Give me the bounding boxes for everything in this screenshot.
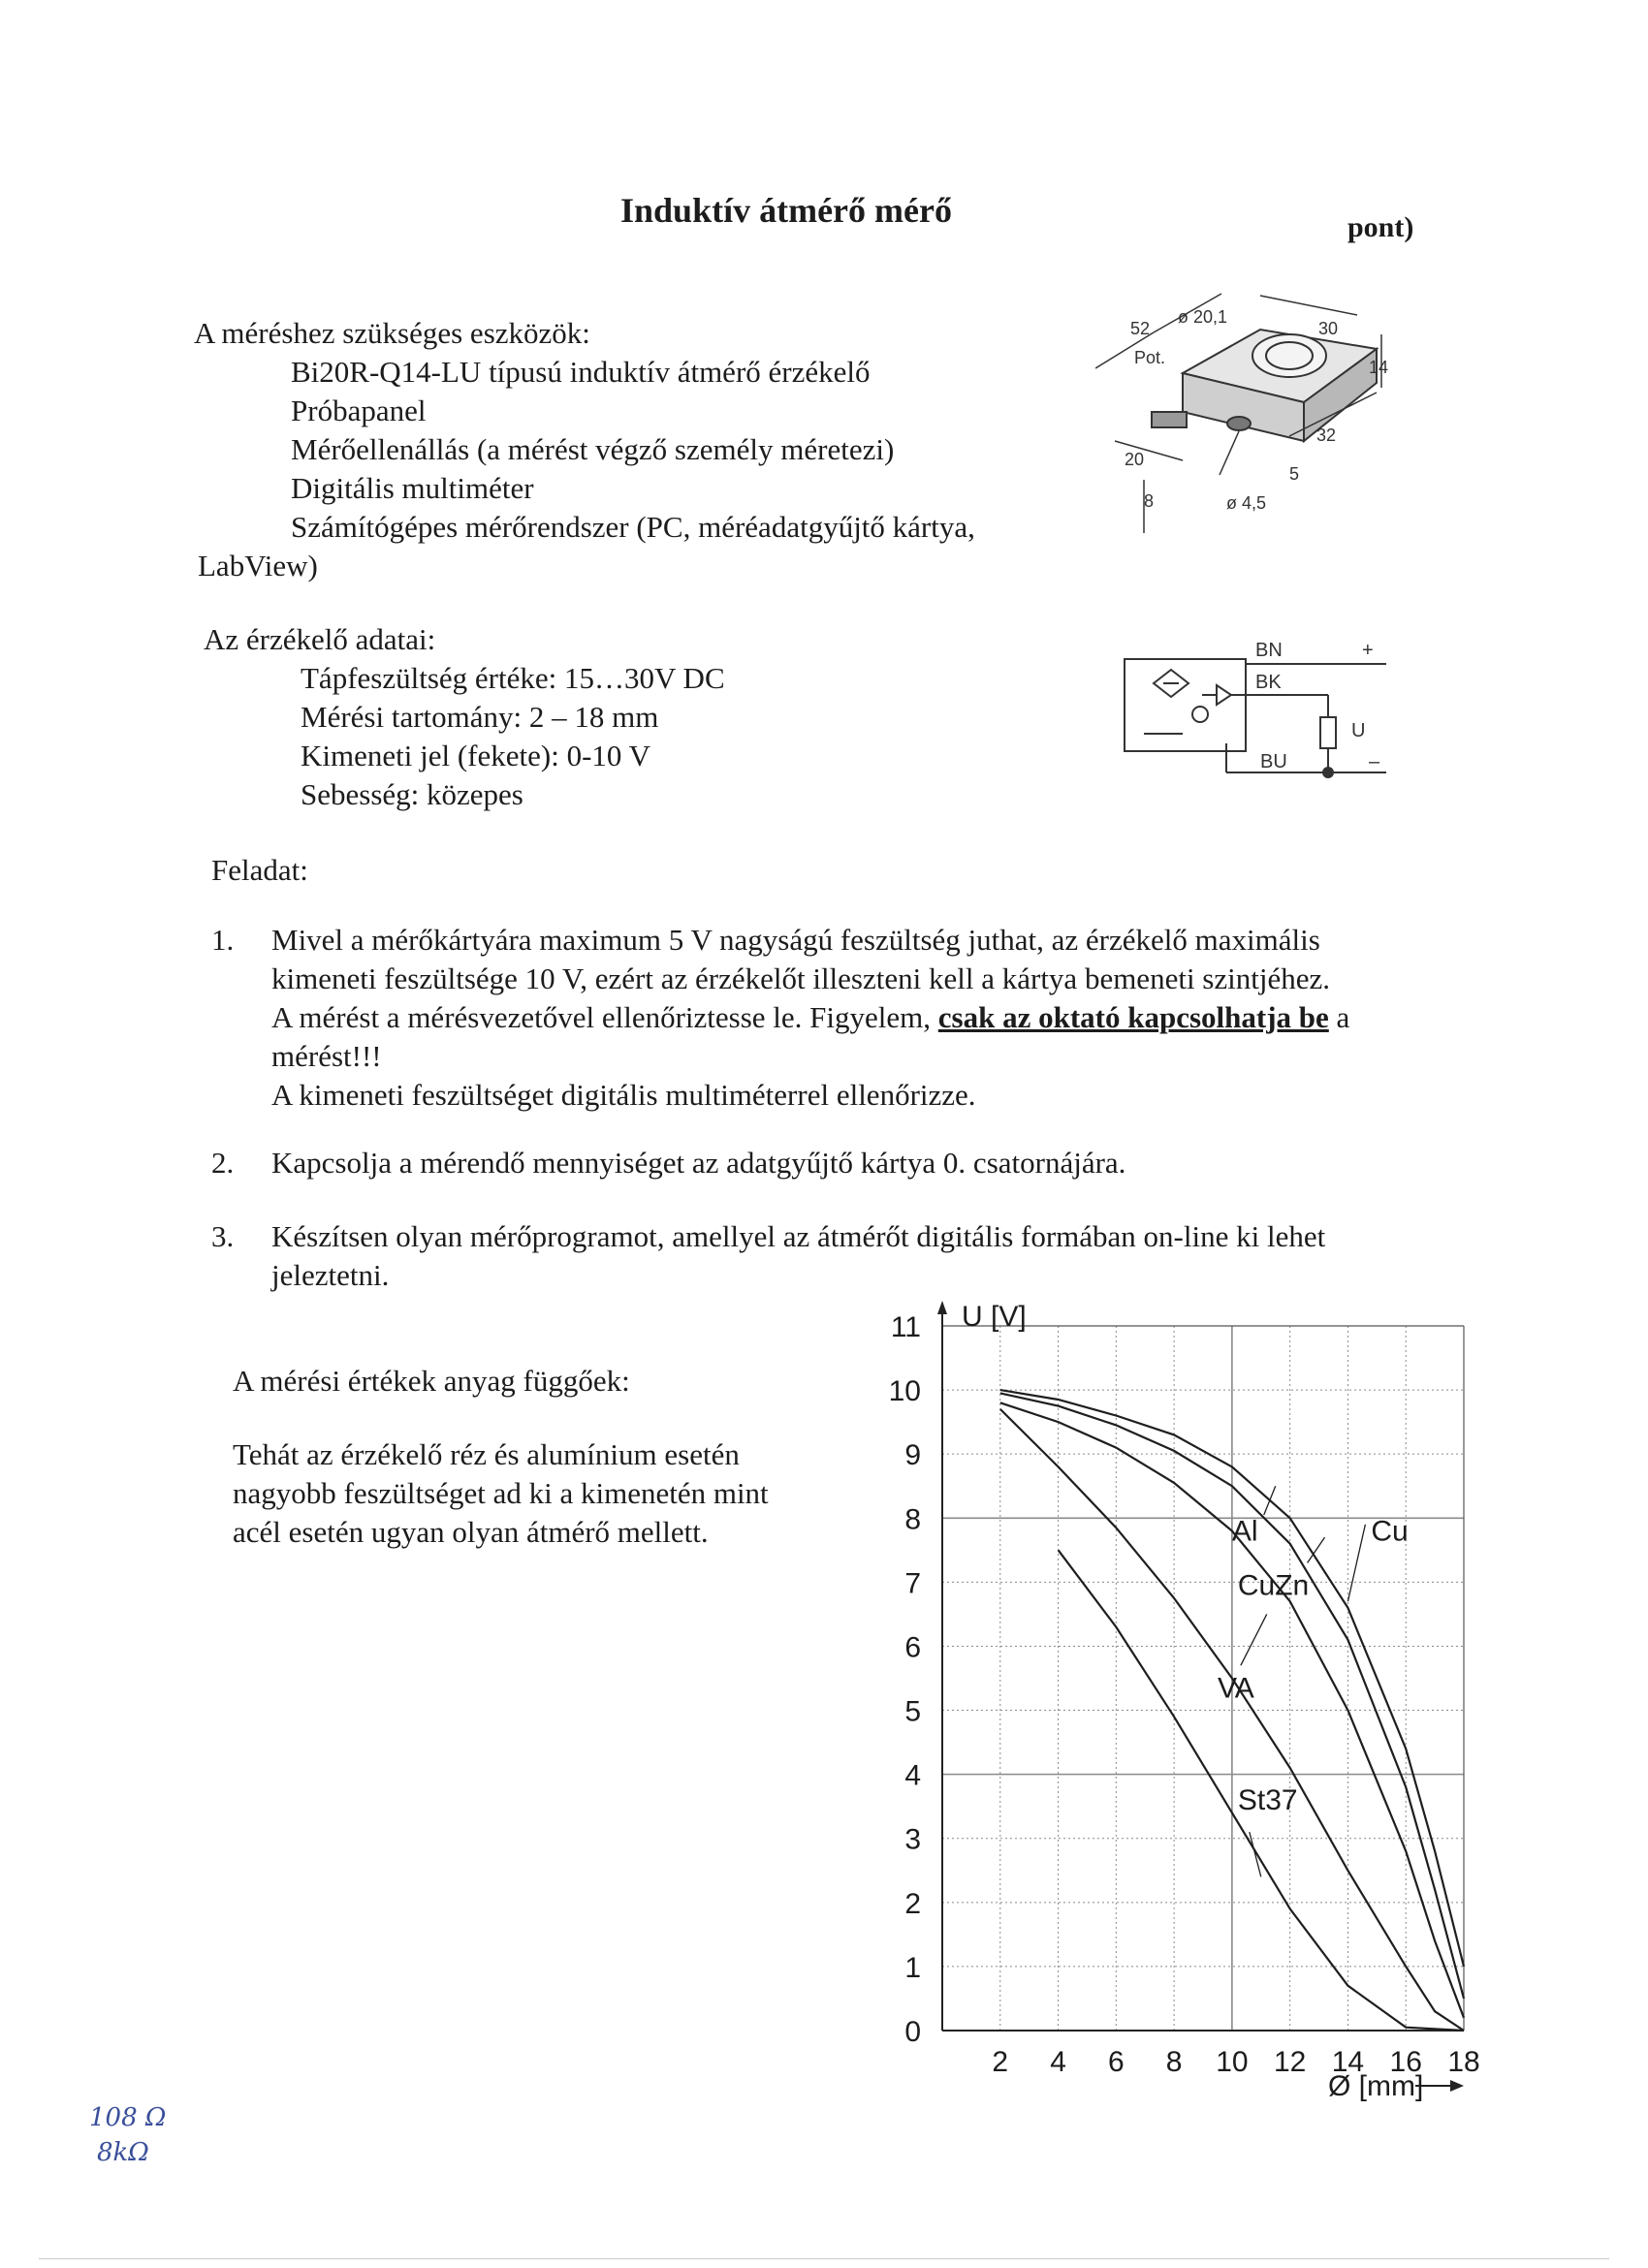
dim-label: Pot. [1134, 348, 1166, 367]
task-line-warning: A mérést a mérésvezetővel ellenőriztesse le. Figyelem, csak az oktató kapcsolhatja be a [271, 1000, 1350, 1034]
material-line: Tehát az érzékelő réz és alumínium esetén [233, 1437, 740, 1471]
dim-label: ø 4,5 [1226, 493, 1267, 513]
x-tick-label: 4 [1050, 2046, 1066, 2078]
dim-label: 30 [1318, 319, 1339, 338]
x-tick-label: 18 [1447, 2046, 1480, 2078]
dim-label: 32 [1316, 425, 1337, 445]
dim-label: 20 [1125, 450, 1145, 469]
wire-bu-label: BU [1260, 751, 1287, 772]
x-tick-label: 8 [1165, 2046, 1183, 2078]
dim-label: 52 [1130, 319, 1151, 338]
tools-item: Mérőellenállás (a mérést végző személy méretezi) [291, 432, 895, 466]
x-tick-label: 2 [992, 2046, 1009, 2078]
task-line: jeleztetni. [271, 1258, 390, 1292]
wire-bn-label: BN [1255, 640, 1283, 661]
dim-label: 14 [1369, 358, 1389, 377]
sensor-heading: Az érzékelő adatai: [204, 622, 436, 656]
material-heading: A mérési értékek anyag függőek: [233, 1364, 630, 1398]
y-tick-label: 3 [904, 1823, 921, 1856]
warning-text: csak az oktató kapcsolhatja be [937, 1000, 1329, 1034]
task-line: Mivel a mérőkártyára maximum 5 V nagyságú feszültség juthat, az érzékelő maximális [271, 923, 1320, 957]
x-tick-label: 16 [1389, 2046, 1422, 2078]
task-number: 1. [211, 923, 235, 957]
x-tick-label: 6 [1107, 2046, 1125, 2078]
tools-item: Számítógépes mérőrendszer (PC, méréadatgyűjtő kártya, [291, 510, 975, 544]
dim-label: 8 [1144, 491, 1155, 511]
annotation-leader [1241, 1614, 1267, 1665]
tools-section [194, 314, 1115, 585]
task-line: Készítsen olyan mérőprogramot, amellyel az átmérőt digitális formában on-line ki lehet [271, 1219, 1326, 1253]
task-line: A kimeneti feszültséget digitális multiméterrel ellenőrizze. [271, 1078, 976, 1112]
task-line: kimeneti feszültsége 10 V, ezért az érzékelőt illeszteni kell a kártya bemeneti szintjéhez. [271, 961, 1330, 995]
bottom-divider [39, 2258, 1609, 2259]
annotation-label: VA [1217, 1672, 1254, 1705]
chart-grid [942, 1326, 1464, 2031]
material-line: acél esetén ugyan olyan átmérő mellett. [233, 1515, 709, 1549]
x-tick-label: 14 [1331, 2046, 1365, 2078]
dim-label: ø 20,1 [1178, 307, 1228, 327]
y-tick-label: 0 [904, 2016, 921, 2048]
sensor-item: Tápfeszültség értéke: 15…30V DC [301, 661, 725, 695]
task-line: Kapcsolja a mérendő mennyiséget az adatgyűjtő kártya 0. csatornájára. [271, 1146, 1126, 1180]
x-tick-label: 10 [1216, 2046, 1249, 2078]
tools-item: Bi20R-Q14-LU típusú induktív átmérő érzékelő [291, 355, 871, 389]
points-label: pont) [1347, 211, 1414, 243]
task-item-1 [211, 921, 1481, 1115]
dim-label: 5 [1289, 464, 1300, 484]
wire-u-label: U [1351, 720, 1366, 741]
annotation-label: CuZn [1237, 1569, 1310, 1602]
y-tick-label: 6 [904, 1631, 921, 1664]
y-tick-label: 8 [904, 1503, 921, 1536]
margin-note-2: 8kΩ [97, 2138, 149, 2167]
sensor-item: Kimeneti jel (fekete): 0-10 V [301, 739, 650, 772]
x-label-arrow-head [1450, 2080, 1464, 2092]
y-tick-label: 7 [904, 1567, 921, 1600]
material-section [233, 1362, 853, 1552]
y-tick-label: 2 [904, 1887, 921, 1920]
annotation-leader [1347, 1525, 1365, 1601]
y-tick-label: 9 [904, 1439, 921, 1472]
sensor-section [204, 620, 1125, 814]
y-axis-arrow [937, 1301, 947, 1314]
chart-annotations [1218, 1486, 1409, 1876]
voltage-diameter-chart [872, 1279, 1493, 2113]
margin-note-1: 108 Ω [89, 2103, 167, 2132]
x-tick-label: 12 [1273, 2046, 1307, 2078]
wire-bk-label: BK [1255, 672, 1282, 693]
y-tick-label: 10 [888, 1375, 921, 1408]
task-item-2 [211, 1144, 1481, 1186]
sensor-dimension-drawing [1095, 276, 1406, 548]
task-number: 2. [211, 1146, 235, 1180]
y-tick-label: 1 [904, 1951, 921, 1984]
chart-y-ticks [889, 1311, 921, 2048]
task-heading: Feladat: [211, 853, 308, 887]
y-tick-label: 4 [904, 1759, 921, 1792]
task-line: mérést!!! [271, 1039, 382, 1073]
wiring-diagram [1115, 635, 1396, 790]
tools-item: Próbapanel [291, 394, 427, 427]
tools-continuation: LabView) [198, 549, 318, 583]
tools-item: Digitális multiméter [291, 471, 534, 505]
material-line: nagyobb feszültséget ad ki a kimenetén mint [233, 1476, 769, 1510]
tools-heading: A méréshez szükséges eszközök: [194, 316, 590, 350]
y-tick-label: 5 [904, 1695, 921, 1728]
page-title: Induktív átmérő mérő [620, 191, 952, 230]
wire-plus-label: + [1362, 640, 1374, 661]
task-section [211, 851, 1472, 1336]
sensor-item: Sebesség: közepes [301, 777, 523, 811]
sensor-item: Mérési tartomány: 2 – 18 mm [301, 700, 659, 734]
wire-minus-label: – [1369, 751, 1380, 772]
task-number: 3. [211, 1219, 235, 1253]
annotation-label: St37 [1237, 1783, 1298, 1816]
annotation-label: Al [1231, 1515, 1258, 1548]
x-axis-label: Ø [mm] [1328, 2070, 1424, 2102]
y-axis-label: U [V] [962, 1301, 1027, 1333]
annotation-label: Cu [1371, 1515, 1409, 1548]
y-tick-label: 11 [890, 1311, 921, 1343]
annotation-leader [1264, 1486, 1276, 1515]
